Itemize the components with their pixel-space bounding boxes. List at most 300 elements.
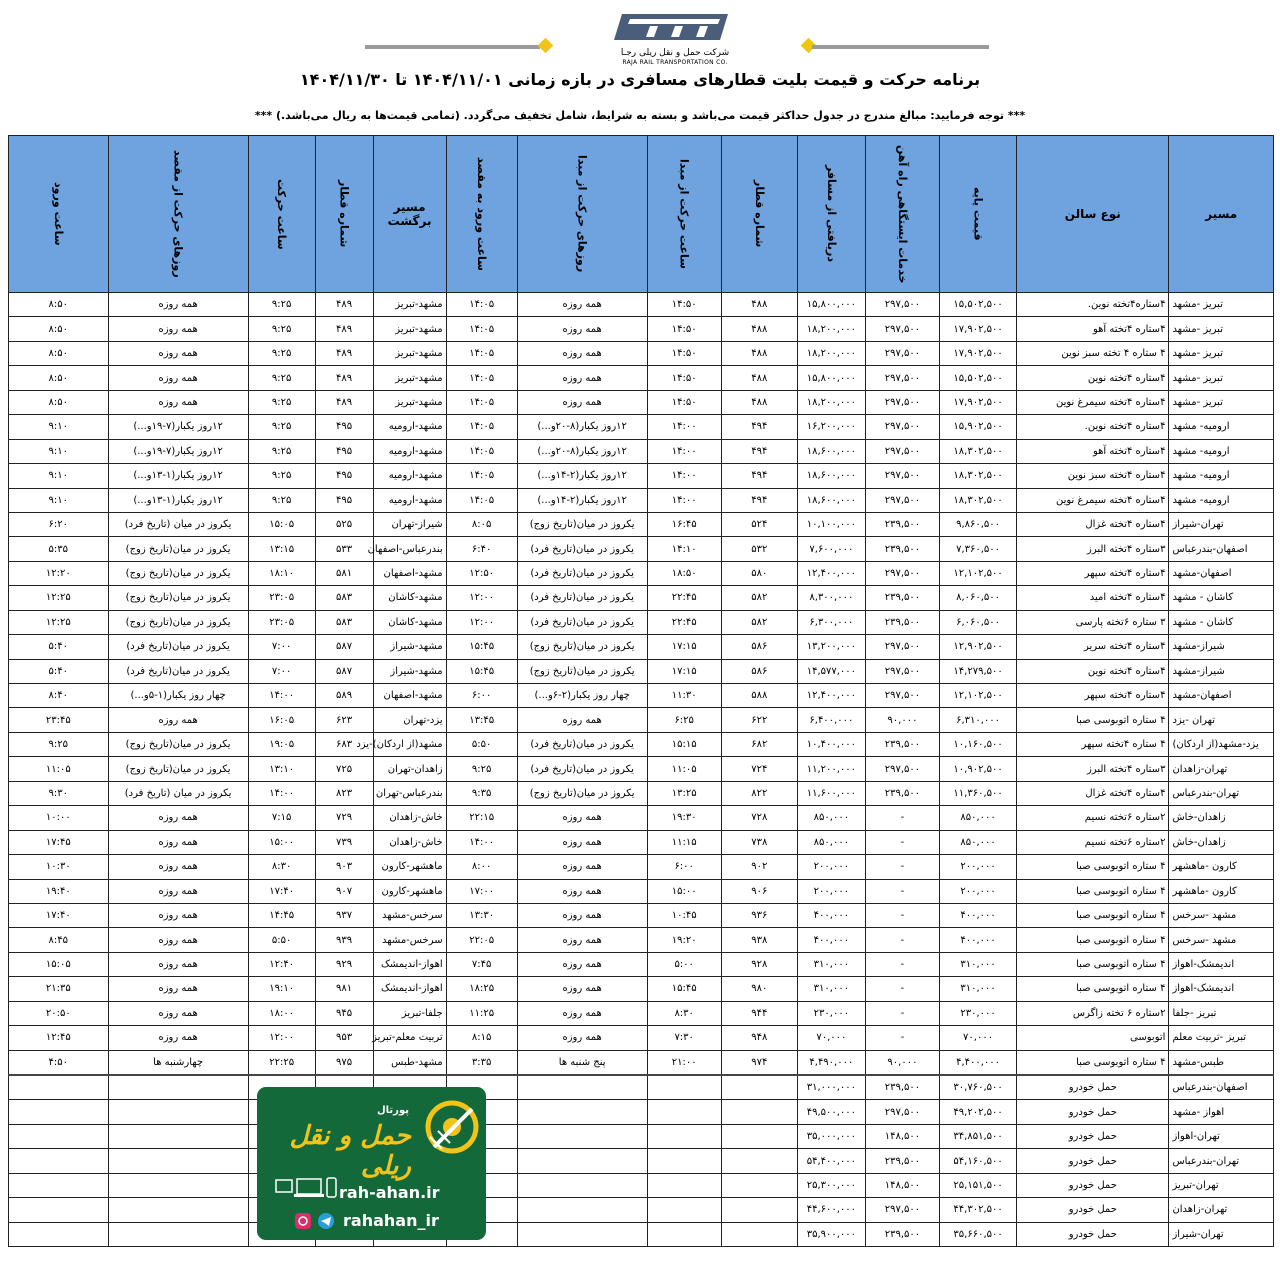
table-cell: تبریز -تربیت معلم: [1169, 1026, 1274, 1050]
table-cell: ۲۳۹,۵۰۰: [865, 610, 939, 634]
table-cell: -: [865, 928, 939, 952]
vehicle-transport-row: [9, 1075, 1274, 1100]
table-cell: اصفهان-بندرعباس: [1169, 537, 1274, 561]
table-cell: ۵:۴۰: [9, 659, 109, 683]
table-cell: ۱۷,۹۰۲,۵۰۰: [940, 341, 1017, 365]
table-cell: ۲۳۹,۵۰۰: [865, 586, 939, 610]
table-cell: ۱۲روز یکبار(۱-۱۳و...): [108, 488, 248, 512]
table-cell: همه روزه: [108, 879, 248, 903]
table-cell: همه روزه: [517, 1026, 647, 1050]
table-cell: ۵۸۷: [315, 659, 373, 683]
table-cell: همه روزه: [108, 293, 248, 317]
table-cell: ۱۹:۰۵: [248, 732, 315, 756]
table-cell: ۱۲,۴۰۰,۰۰۰: [797, 684, 865, 708]
table-cell: تهران -یزد: [1169, 708, 1274, 732]
table-cell: ۲۹۷,۵۰۰: [865, 488, 939, 512]
table-cell: ۹:۲۵: [248, 488, 315, 512]
table-cell: [108, 1075, 248, 1100]
table-cell: -: [865, 855, 939, 879]
table-cell: ۱۸:۱۰: [248, 561, 315, 585]
table-cell: همه روزه: [108, 1026, 248, 1050]
table-cell: -: [865, 830, 939, 854]
table-row: [9, 781, 1274, 805]
table-cell: ۲۰:۵۰: [9, 1001, 109, 1025]
table-cell: ۱۴:۵۰: [647, 293, 721, 317]
table-row: [9, 928, 1274, 952]
table-cell: همه روزه: [108, 366, 248, 390]
table-cell: حمل خودرو: [1017, 1100, 1169, 1124]
table-cell: ۵۸۰: [721, 561, 797, 585]
table-cell: ۱۲:۲۵: [9, 586, 109, 610]
table-cell: یکروز در میان(تاریخ فرد): [517, 586, 647, 610]
table-cell: ۱۲,۴۰۰,۰۰۰: [797, 561, 865, 585]
table-cell: ۱۷:۰۰: [446, 879, 517, 903]
vehicle-transport-row: [9, 1198, 1274, 1222]
table-cell: ۹۰,۰۰۰: [865, 708, 939, 732]
table-cell: همه روزه: [108, 928, 248, 952]
table-cell: [9, 1100, 109, 1124]
table-cell: ۵۸۶: [721, 635, 797, 659]
table-cell: همه روزه: [108, 806, 248, 830]
table-cell: همه روزه: [108, 708, 248, 732]
table-cell: ۱۲:۰۰: [446, 586, 517, 610]
table-cell: مشهد-تبریز: [373, 366, 446, 390]
table-row: [9, 537, 1274, 561]
table-cell: ۳۵,۶۶۰,۵۰۰: [940, 1222, 1017, 1246]
table-cell: ۱۲:۵۰: [446, 561, 517, 585]
table-cell: یکروز در میان(تاریخ فرد): [517, 757, 647, 781]
table-cell: ۸۲۳: [315, 781, 373, 805]
table-cell: ۴ ستاره اتوبوسی صبا: [1017, 977, 1169, 1001]
table-cell: ۸:۱۵: [446, 1026, 517, 1050]
table-row: [9, 879, 1274, 903]
table-cell: یکروز در میان(تاریخ زوج): [517, 512, 647, 536]
table-cell: ۲۹۷,۵۰۰: [865, 635, 939, 659]
table-cell: ۳۱۰,۰۰۰: [797, 952, 865, 976]
table-cell: ۴۸۸: [721, 366, 797, 390]
table-cell: ۵۸۳: [315, 586, 373, 610]
table-cell: مشهد-کاشان: [373, 586, 446, 610]
table-cell: [647, 1124, 721, 1148]
table-cell: ۲۹۷,۵۰۰: [865, 415, 939, 439]
raja-logo-icon: [600, 10, 730, 46]
table-cell: اصفهان-مشهد: [1169, 684, 1274, 708]
table-cell: همه روزه: [517, 952, 647, 976]
table-cell: ۴۰۰,۰۰۰: [940, 928, 1017, 952]
table-cell: ۵:۳۵: [9, 537, 109, 561]
table-cell: ۱۵:۴۵: [446, 659, 517, 683]
badge-website[interactable]: rah-ahan.ir: [339, 1183, 440, 1202]
table-cell: یکروز در میان(تاریخ زوج): [517, 659, 647, 683]
column-header-label: مسیر برگشت: [387, 200, 432, 228]
table-cell: ۹۴۴: [721, 1001, 797, 1025]
table-cell: [721, 1075, 797, 1100]
table-cell: ۲ستاره ۶تخته نسیم: [1017, 830, 1169, 854]
table-cell: ۶:۴۰: [446, 537, 517, 561]
table-cell: شیراز-مشهد: [1169, 659, 1274, 683]
table-cell: ۱۴:۰۰: [248, 781, 315, 805]
table-cell: مشهد-ارومیه: [373, 415, 446, 439]
table-cell: ۴۴,۳۰۲,۵۰۰: [940, 1198, 1017, 1222]
table-cell: تهران-شیراز: [1169, 512, 1274, 536]
table-cell: ۳ ستاره ۶تخته پارسی: [1017, 610, 1169, 634]
table-cell: [721, 1124, 797, 1148]
badge-social-handle[interactable]: rahahan_ir: [343, 1211, 439, 1230]
table-cell: ۲۳۹,۵۰۰: [865, 1075, 939, 1100]
table-cell: ۴۹۵: [315, 439, 373, 463]
table-cell: ارومیه- مشهد: [1169, 488, 1274, 512]
table-cell: همه روزه: [108, 1001, 248, 1025]
company-name-en: RAJA RAIL TRANSPORTATION CO.: [622, 59, 728, 66]
table-cell: کارون -ماهشهر: [1169, 879, 1274, 903]
table-cell: کاشان - مشهد: [1169, 586, 1274, 610]
table-cell: ۳۴,۸۵۱,۵۰۰: [940, 1124, 1017, 1148]
table-cell: [9, 1075, 109, 1100]
table-cell: [721, 1173, 797, 1197]
table-cell: ۲۲:۰۵: [446, 928, 517, 952]
column-header: [315, 136, 373, 293]
table-cell: ۲۰۰,۰۰۰: [797, 879, 865, 903]
table-cell: ۱۵,۵۰۲,۵۰۰: [940, 293, 1017, 317]
table-cell: [108, 1100, 248, 1124]
table-cell: ۷۲۴: [721, 757, 797, 781]
table-cell: چهار روز یکبار(۲-۶و...): [517, 684, 647, 708]
table-cell: ۱۵,۸۰۰,۰۰۰: [797, 293, 865, 317]
column-header-label: روزهای حرکت از مبدا: [575, 155, 589, 273]
table-cell: ۶,۰۶۰,۵۰۰: [940, 610, 1017, 634]
table-cell: ۲ستاره ۶ تخته زاگرس: [1017, 1001, 1169, 1025]
table-cell: ۱۴,۲۷۹,۵۰۰: [940, 659, 1017, 683]
table-cell: ۷:۰۰: [248, 659, 315, 683]
column-header: [1017, 136, 1169, 293]
header-rule-left: [365, 45, 540, 49]
table-cell: ۹۳۷: [315, 903, 373, 927]
table-cell: حمل خودرو: [1017, 1198, 1169, 1222]
table-cell: ۹۸۰: [721, 977, 797, 1001]
table-cell: ۷,۶۰۰,۰۰۰: [797, 537, 865, 561]
table-cell: ۴ستاره ۴تخته سیمرغ نوین: [1017, 488, 1169, 512]
table-cell: ۱۴:۰۵: [446, 439, 517, 463]
table-cell: [647, 1149, 721, 1173]
table-cell: همه روزه: [108, 952, 248, 976]
table-cell: ۴ ستاره اتوبوسی صبا: [1017, 1050, 1169, 1075]
table-row: [9, 977, 1274, 1001]
table-cell: ۱۱:۰۵: [9, 757, 109, 781]
table-cell: همه روزه: [517, 806, 647, 830]
table-row: [9, 488, 1274, 512]
table-cell: ۴۸۹: [315, 293, 373, 317]
table-cell: ۴۹۵: [315, 464, 373, 488]
table-cell: [108, 1173, 248, 1197]
table-cell: ۴۹۴: [721, 464, 797, 488]
table-row: [9, 903, 1274, 927]
table-cell: یکروز در میان(تاریخ فرد): [517, 732, 647, 756]
devices-icon: [275, 1177, 337, 1199]
table-cell: ۱۴:۵۰: [647, 390, 721, 414]
table-row: [9, 439, 1274, 463]
table-cell: ۱۷,۹۰۲,۵۰۰: [940, 390, 1017, 414]
table-cell: ۹۷۴: [721, 1050, 797, 1075]
table-cell: ۱۸:۰۰: [248, 1001, 315, 1025]
table-cell: -: [865, 1026, 939, 1050]
table-cell: ۱۰,۱۰۰,۰۰۰: [797, 512, 865, 536]
table-cell: همه روزه: [517, 879, 647, 903]
table-cell: یکروز در میان(تاریخ زوج): [108, 757, 248, 781]
table-cell: ۶:۰۰: [647, 855, 721, 879]
table-row: [9, 684, 1274, 708]
table-cell: ۱۴:۰۵: [446, 415, 517, 439]
table-cell: ۶,۴۰۰,۰۰۰: [797, 708, 865, 732]
table-cell: ۱۳:۳۰: [446, 903, 517, 927]
table-cell: [647, 1198, 721, 1222]
table-cell: ۹:۲۵: [248, 415, 315, 439]
table-cell: مشهد-طبس: [373, 1050, 446, 1075]
table-cell: ۱۵:۰۵: [9, 952, 109, 976]
table-cell: ۴ستاره ۴تخته سپهر: [1017, 684, 1169, 708]
table-cell: ۱۱:۱۵: [647, 830, 721, 854]
table-cell: چهارشنبه ها: [108, 1050, 248, 1075]
table-cell: ۸۵۰,۰۰۰: [797, 830, 865, 854]
table-cell: ۹:۲۵: [9, 732, 109, 756]
table-cell: [517, 1075, 647, 1100]
table-cell: ۱۷:۴۰: [9, 903, 109, 927]
table-cell: ۹:۳۵: [446, 781, 517, 805]
column-header: [940, 136, 1017, 293]
table-cell: ارومیه- مشهد: [1169, 415, 1274, 439]
table-cell: ۹,۸۶۰,۵۰۰: [940, 512, 1017, 536]
table-cell: ۳۱,۰۰۰,۰۰۰: [797, 1075, 865, 1100]
table-cell: -: [865, 806, 939, 830]
table-cell: ۱۴:۴۵: [248, 903, 315, 927]
table-cell: ۱۰,۱۶۰,۵۰۰: [940, 732, 1017, 756]
table-cell: همه روزه: [108, 830, 248, 854]
table-cell: ۵۸۶: [721, 659, 797, 683]
table-row: [9, 512, 1274, 536]
table-cell: ۳ستاره ۴تخته البرز: [1017, 757, 1169, 781]
column-header: [721, 136, 797, 293]
table-cell: ۵۸۲: [721, 586, 797, 610]
table-cell: ۱۴:۰۰: [446, 830, 517, 854]
table-cell: طبس-مشهد: [1169, 1050, 1274, 1075]
column-header: [517, 136, 647, 293]
table-cell: ۷۳۹: [315, 830, 373, 854]
table-cell: [517, 1149, 647, 1173]
table-cell: ۱۵,۵۰۲,۵۰۰: [940, 366, 1017, 390]
table-cell: ۱۲:۴۰: [248, 952, 315, 976]
column-header: [1169, 136, 1274, 293]
table-cell: ارومیه- مشهد: [1169, 464, 1274, 488]
table-cell: ۵:۵۰: [446, 732, 517, 756]
table-cell: ۳ستاره ۴تخته البرز: [1017, 537, 1169, 561]
table-cell: ۱۴:۰۰: [248, 684, 315, 708]
table-cell: ۱۵:۱۵: [647, 732, 721, 756]
table-cell: ۱۴:۰۵: [446, 317, 517, 341]
table-cell: ۴ستاره ۴تخته سریر: [1017, 635, 1169, 659]
vehicle-transport-row: [9, 1149, 1274, 1173]
table-cell: ۹:۲۵: [248, 464, 315, 488]
table-cell: ۲۹۷,۵۰۰: [865, 1100, 939, 1124]
table-cell: ۹:۲۵: [446, 757, 517, 781]
column-header-label: قیمت پایه: [971, 187, 985, 241]
table-row: [9, 732, 1274, 756]
table-cell: ۲۹۷,۵۰۰: [865, 561, 939, 585]
table-cell: ۶,۳۱۰,۰۰۰: [940, 708, 1017, 732]
table-cell: مشهد -سرخس: [1169, 928, 1274, 952]
table-cell: ۱۸:۲۵: [446, 977, 517, 1001]
table-cell: ۹۳۶: [721, 903, 797, 927]
table-cell: ۴ ستاره اتوبوسی صبا: [1017, 952, 1169, 976]
table-cell: [517, 1100, 647, 1124]
table-cell: ۴۹,۵۰۰,۰۰۰: [797, 1100, 865, 1124]
table-cell: ۴۸۹: [315, 317, 373, 341]
table-cell: ۳۱۰,۰۰۰: [797, 977, 865, 1001]
table-cell: همه روزه: [517, 928, 647, 952]
table-cell: ۴ستاره ۴تخته نوین: [1017, 659, 1169, 683]
table-cell: ۴ستاره ۴تخته سیمرغ نوین: [1017, 390, 1169, 414]
table-cell: مشهد-اصفهان: [373, 684, 446, 708]
table-body: [9, 293, 1274, 1247]
table-cell: ۱۰,۹۰۲,۵۰۰: [940, 757, 1017, 781]
company-logo: [600, 10, 750, 66]
table-cell: اندیمشک-اهواز: [1169, 952, 1274, 976]
table-cell: ۱۲:۴۵: [9, 1026, 109, 1050]
table-cell: ۲۳۹,۵۰۰: [865, 537, 939, 561]
table-cell: ۴۹۵: [315, 488, 373, 512]
table-cell: ۹۳۸: [721, 928, 797, 952]
table-cell: ۱۸,۲۰۰,۰۰۰: [797, 390, 865, 414]
table-cell: یکروز در میان(تاریخ فرد): [517, 561, 647, 585]
table-cell: ۴۰۰,۰۰۰: [940, 903, 1017, 927]
table-cell: ۲۲:۲۵: [248, 1050, 315, 1075]
table-cell: تبریز -جلفا: [1169, 1001, 1274, 1025]
table-cell: ۲۳۹,۵۰۰: [865, 1222, 939, 1246]
table-cell: ۸:۵۰: [9, 293, 109, 317]
table-row: [9, 635, 1274, 659]
table-row: [9, 806, 1274, 830]
table-cell: ۱۴:۰۵: [446, 366, 517, 390]
table-cell: ۲۹۷,۵۰۰: [865, 464, 939, 488]
table-cell: ۱۳:۲۵: [647, 781, 721, 805]
table-row: [9, 464, 1274, 488]
table-cell: ۴ ستاره اتوبوسی صبا: [1017, 903, 1169, 927]
table-cell: یکروز در میان(تاریخ زوج): [108, 561, 248, 585]
table-cell: ۱۶:۰۵: [248, 708, 315, 732]
table-cell: ۷:۰۰: [248, 635, 315, 659]
table-cell: ۱۱:۲۵: [446, 1001, 517, 1025]
table-cell: ۶,۳۰۰,۰۰۰: [797, 610, 865, 634]
table-cell: حمل خودرو: [1017, 1149, 1169, 1173]
table-cell: ۲۳۹,۵۰۰: [865, 781, 939, 805]
column-header-label: ساعت ورود: [51, 182, 65, 246]
column-header: [108, 136, 248, 293]
table-cell: ۶۲۲: [721, 708, 797, 732]
table-cell: ۱۵:۴۵: [647, 977, 721, 1001]
table-cell: ۱۵,۹۰۲,۵۰۰: [940, 415, 1017, 439]
table-cell: ۱۱,۳۶۰,۵۰۰: [940, 781, 1017, 805]
rahahan-portal-badge[interactable]: [257, 1087, 486, 1240]
table-cell: تبریز -مشهد: [1169, 293, 1274, 317]
table-cell: ۹۰۲: [721, 855, 797, 879]
table-cell: ۵۳۲: [721, 537, 797, 561]
table-cell: ۱۲,۱۰۲,۵۰۰: [940, 561, 1017, 585]
table-cell: ۲۹۷,۵۰۰: [865, 390, 939, 414]
table-cell: یکروز در میان (تاریخ فرد): [108, 512, 248, 536]
table-cell: ۳:۳۵: [446, 1050, 517, 1075]
table-cell: -: [865, 952, 939, 976]
table-cell: حمل خودرو: [1017, 1173, 1169, 1197]
table-cell: ۴ ستاره ۴تخته سپهر: [1017, 732, 1169, 756]
table-cell: مشهد-تبریز: [373, 341, 446, 365]
table-cell: ۸:۳۰: [647, 1001, 721, 1025]
table-cell: ۵۸۲: [721, 610, 797, 634]
table-cell: حمل خودرو: [1017, 1222, 1169, 1246]
table-cell: ۲۹۷,۵۰۰: [865, 341, 939, 365]
table-cell: ۱۹:۳۰: [647, 806, 721, 830]
table-cell: ۱۴:۰۰: [647, 488, 721, 512]
column-header-label: ساعت حرکت از مبدا: [677, 159, 691, 269]
table-cell: ۱۴:۰۰: [647, 415, 721, 439]
table-cell: ۵:۰۰: [647, 952, 721, 976]
table-cell: همه روزه: [517, 903, 647, 927]
table-row: [9, 341, 1274, 365]
table-cell: ۱۳:۱۰: [248, 757, 315, 781]
table-cell: ۱۸,۲۰۰,۰۰۰: [797, 341, 865, 365]
column-header: [9, 136, 109, 293]
table-cell: ۲۹۷,۵۰۰: [865, 317, 939, 341]
table-cell: ۱۳:۱۵: [248, 537, 315, 561]
table-cell: ۱۲روز یکبار(۱-۱۳و...): [108, 464, 248, 488]
table-cell: ۲۳۹,۵۰۰: [865, 1149, 939, 1173]
table-cell: ۴ستاره ۴تخته نوین.: [1017, 415, 1169, 439]
price-note: *** توجه فرمایید: مبالغ مندرج در جدول حداکثر قیمت می‌باشد و بسته به شرایط، شامل تخفیف می‌گردد. (تمامی قیمت‌ها به ریال می‌باشد.) ***: [254, 109, 1026, 122]
table-cell: ۱۲,۱۰۲,۵۰۰: [940, 684, 1017, 708]
table-cell: [721, 1100, 797, 1124]
table-cell: ۴,۴۹۰,۰۰۰: [797, 1050, 865, 1075]
table-row: [9, 317, 1274, 341]
table-cell: ۴۹۴: [721, 415, 797, 439]
table-cell: ۴۰۰,۰۰۰: [797, 903, 865, 927]
table-cell: حمل خودرو: [1017, 1075, 1169, 1100]
table-cell: بندرعباس-تهران: [373, 781, 446, 805]
column-header-label: خدمات ایستگاهی راه آهن: [895, 144, 909, 284]
table-cell: تهران-زاهدان: [1169, 1198, 1274, 1222]
table-cell: [517, 1173, 647, 1197]
table-cell: ۴ستاره ۴تخته آهو: [1017, 317, 1169, 341]
table-cell: ۸:۰۰: [446, 855, 517, 879]
schedule-table: [8, 135, 1274, 1247]
table-cell: ۸,۰۶۰,۵۰۰: [940, 586, 1017, 610]
table-cell: حمل خودرو: [1017, 1124, 1169, 1148]
table-cell: همه روزه: [517, 1001, 647, 1025]
table-cell: ۵۸۳: [315, 610, 373, 634]
table-row: [9, 561, 1274, 585]
table-cell: اهواز -مشهد: [1169, 1100, 1274, 1124]
table-cell: ۹۳۹: [315, 928, 373, 952]
table-cell: ۱۲روز یکبار(۷-۱۹و...): [108, 439, 248, 463]
table-cell: ۹۰۷: [315, 879, 373, 903]
table-cell: ۷:۳۰: [647, 1026, 721, 1050]
table-cell: ۱۲:۰۰: [248, 1026, 315, 1050]
table-cell: تبریز -مشهد: [1169, 366, 1274, 390]
table-cell: ۴ستاره ۴تخته آهو: [1017, 439, 1169, 463]
table-cell: ۱۲روز یکبار(۲-۱۴و...): [517, 488, 647, 512]
table-cell: زاهدان-خاش: [1169, 806, 1274, 830]
table-cell: ۴۸۸: [721, 341, 797, 365]
table-cell: یکروز در میان(تاریخ زوج): [108, 610, 248, 634]
table-cell: -: [865, 977, 939, 1001]
table-cell: ۱۴:۰۵: [446, 390, 517, 414]
table-cell: ۱۴:۵۰: [647, 366, 721, 390]
